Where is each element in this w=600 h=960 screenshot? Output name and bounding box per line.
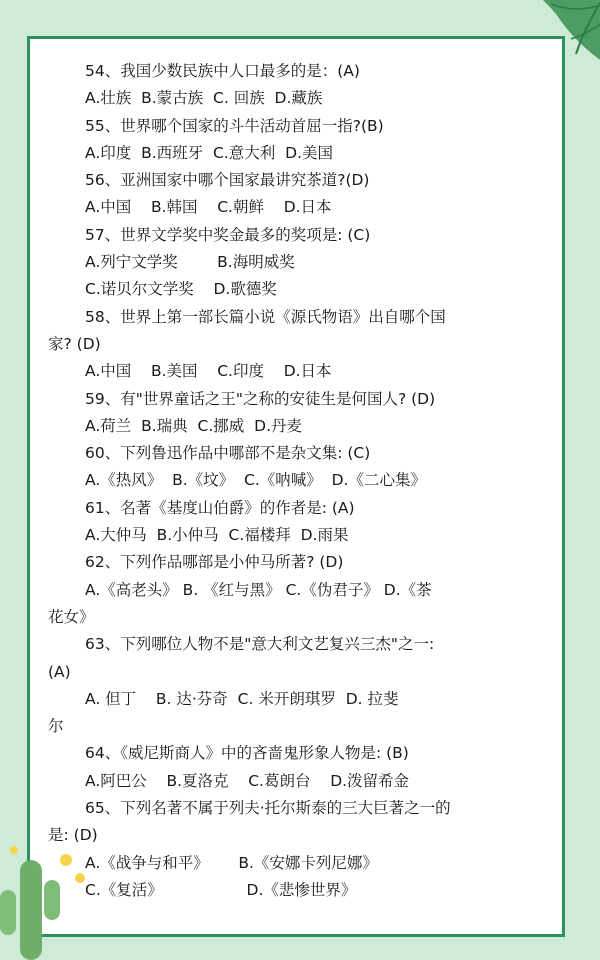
text-line: A.阿巴公 B.夏洛克 C.葛朗台 D.泼留希金: [85, 771, 410, 790]
text-line: A.大仲马 B.小仲马 C.福楼拜 D.雨果: [85, 526, 349, 545]
text-line: 63、下列哪位人物不是"意大利文艺复兴三杰"之一:: [85, 635, 435, 654]
text-line: 62、下列作品哪部是小仲马所著? (D): [85, 553, 344, 572]
text-line: 家? (D): [48, 334, 101, 353]
text-line: A.中国 B.美国 C.印度 D.日本: [85, 362, 332, 381]
document-text: [48, 58, 548, 904]
text-line: A.《高老头》 B. 《红与黑》 C.《伪君子》 D.《茶: [85, 580, 432, 599]
text-line: C.《复活》 D.《悲惨世界》: [85, 880, 357, 899]
text-line: 57、世界文学奖中奖金最多的奖项是: (C): [85, 225, 371, 244]
text-line: A.壮族 B.蒙古族 C. 回族 D.藏族: [85, 89, 323, 108]
text-line: 65、下列名著不属于列夫·托尔斯泰的三大巨著之一的: [85, 799, 451, 818]
text-line: A.荷兰 B.瑞典 C.挪威 D.丹麦: [85, 416, 302, 435]
text-line: 59、有"世界童话之王"之称的安徒生是何国人? (D): [85, 389, 436, 408]
text-line: (A): [48, 662, 71, 681]
text-line: A.列宁文学奖 B.海明威奖: [85, 253, 295, 272]
text-line: 61、名著《基度山伯爵》的作者是: (A): [85, 498, 355, 517]
text-line: A.中国 B.韩国 C.朝鲜 D.日本: [85, 198, 332, 217]
text-line: 55、世界哪个国家的斗牛活动首屈一指?(B): [85, 116, 384, 135]
text-line: 是: (D): [48, 826, 98, 845]
text-line: A.《战争与和平》 B.《安娜卡列尼娜》: [85, 853, 378, 872]
text-line: 尔: [48, 717, 64, 736]
text-line: 64、《威尼斯商人》中的吝啬鬼形象人物是: (B): [85, 744, 409, 763]
text-line: 54、我国少数民族中人口最多的是：(A): [85, 62, 360, 80]
text-line: 56、亚洲国家中哪个国家最讲究茶道?(D): [85, 171, 370, 190]
text-line: A.印度 B.西班牙 C.意大利 D.美国: [85, 143, 333, 162]
text-line: C.诺贝尔文学奖 D.歌德奖: [85, 280, 277, 299]
text-line: 60、下列鲁迅作品中哪部不是杂文集: (C): [85, 444, 371, 463]
text-line: A.《热风》 B.《坟》 C.《呐喊》 D.《二心集》: [85, 471, 426, 490]
text-line: 58、世界上第一部长篇小说《源氏物语》出自哪个国: [85, 307, 446, 326]
text-line: 花女》: [48, 607, 95, 626]
text-line: A. 但丁 B. 达·芬奇 C. 米开朗琪罗 D. 拉斐: [85, 689, 399, 708]
